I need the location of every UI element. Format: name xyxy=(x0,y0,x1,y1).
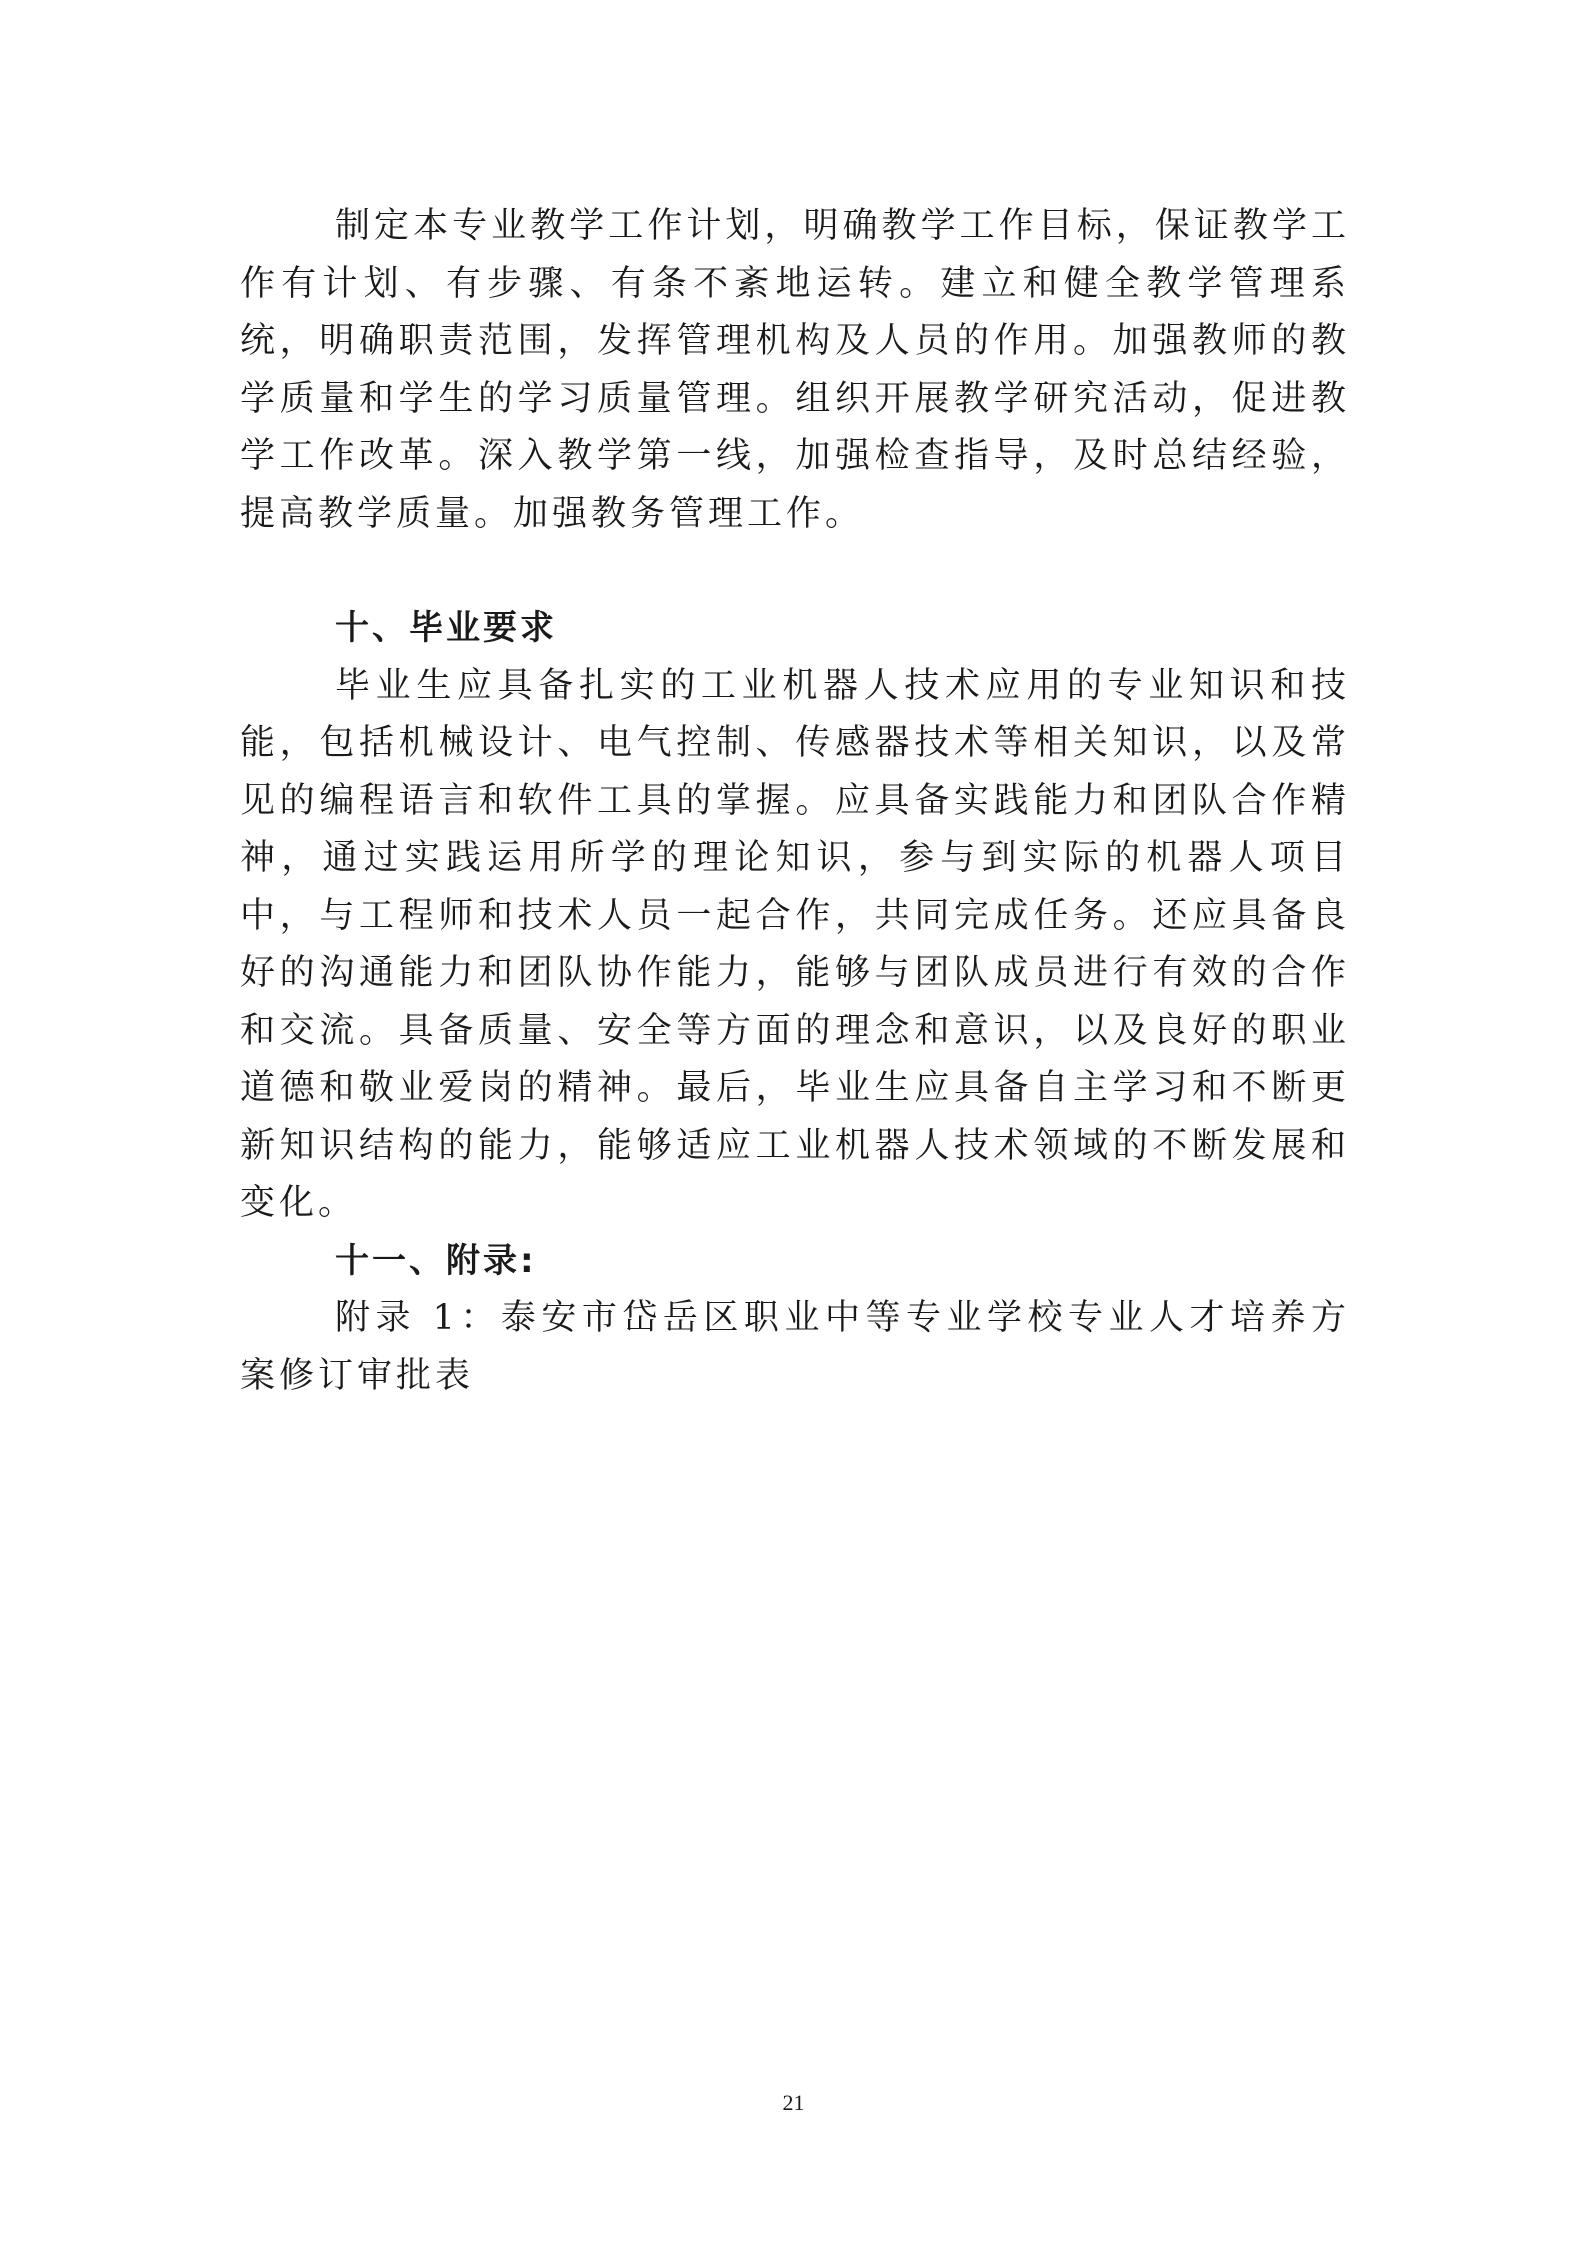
intro-paragraph: 制定本专业教学工作计划，明确教学工作目标，保证教学工作有计划、有步骤、有条不紊地运转。建立和健全教学管理系统，明确职责范围，发挥管理机构及人员的作用。加强教师的教学质量和学生的学习质量管理。组织开展教学研究活动，促进教学工作改革。深入教学第一线，加强检查指导，及时总结经验，提高教学质量。加强教务管理工作。 xyxy=(240,206,1350,534)
page-number: 21 xyxy=(782,2090,805,2115)
graduation-heading: 十、毕业要求 xyxy=(335,608,557,648)
page-content xyxy=(240,198,1350,1405)
graduation-paragraph: 毕业生应具备扎实的工业机器人技术应用的专业知识和技能，包括机械设计、电气控制、传感器技术等相关知识，以及常见的编程语言和软件工具的掌握。应具备实践能力和团队合作精神，通过实践运用所学的理论知识，参与到实际的机器人项目中，与工程师和技术人员一起合作，共同完成任务。还应具备良好的沟通能力和团队协作能力，能够与团队成员进行有效的合作和交流。具备质量、安全等方面的理念和意识，以及良好的职业道德和敬业爱岗的精神。最后，毕业生应具备自主学习和不断更新知识结构的能力，能够适应工业机器人技术领域的不断发展和变化。 xyxy=(240,665,1350,1223)
appendix-heading: 十一、附录: xyxy=(335,1240,537,1281)
section-spacer xyxy=(240,543,1350,600)
appendix-paragraph: 附录 1：泰安市岱岳区职业中等专业学校专业人才培养方案修订审批表 xyxy=(240,1298,1350,1396)
